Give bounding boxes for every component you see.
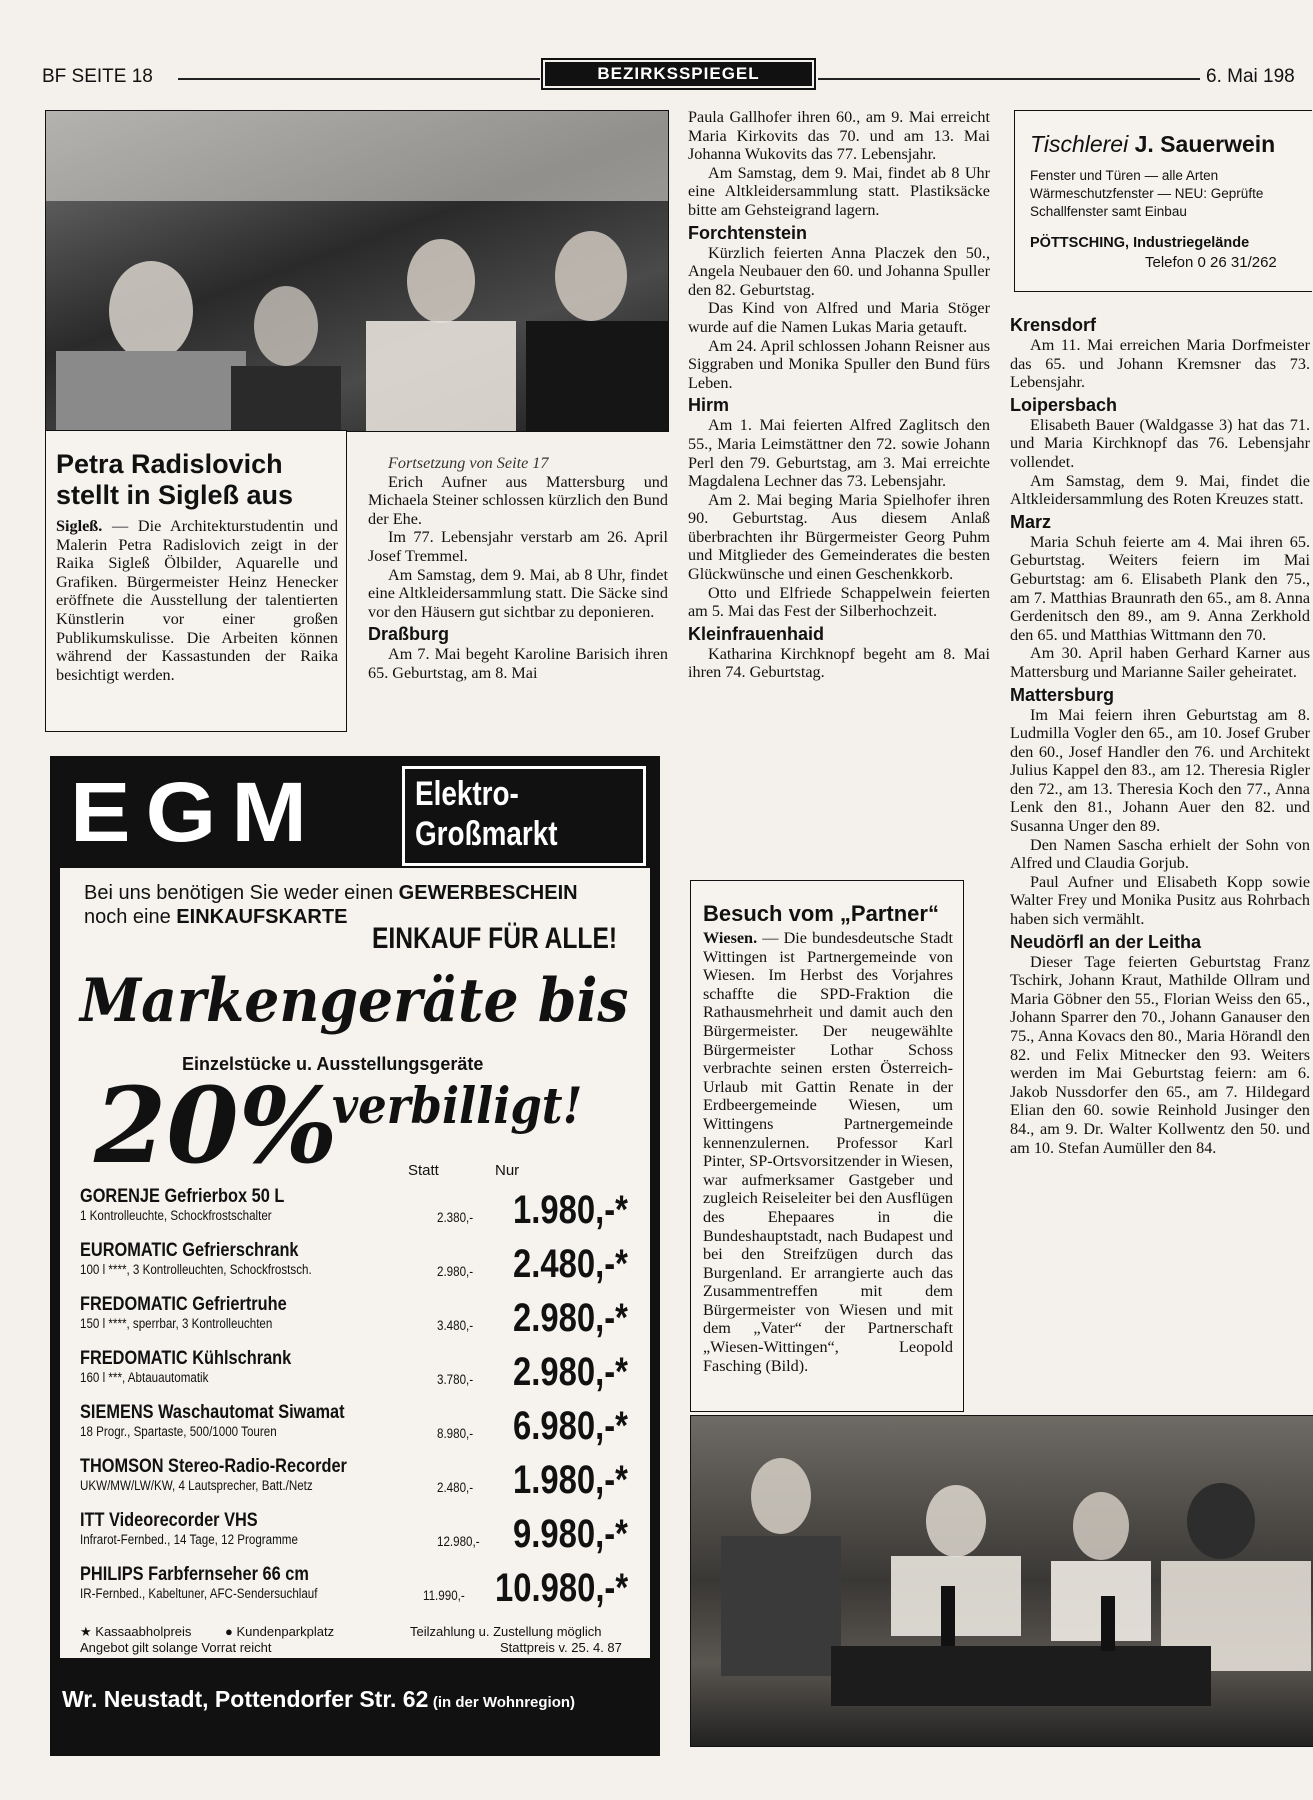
- heading-neudoerfl: Neudörfl an der Leitha: [1010, 931, 1202, 952]
- product-price-old: 11.990,-: [423, 1588, 465, 1603]
- product-desc: Infrarot-Fernbed., 14 Tage, 12 Programme: [80, 1532, 298, 1547]
- article-partner-body: [703, 929, 953, 1375]
- product-row: [80, 1456, 628, 1502]
- ad-egm-panel: [60, 868, 650, 1658]
- heading-mattersburg: Mattersburg: [1010, 684, 1115, 705]
- ad-tischlerei: [1014, 110, 1312, 292]
- heading-marz: Marz: [1010, 511, 1052, 532]
- ad-egm-foot-1a: Kassaabholpreis: [95, 1624, 192, 1639]
- section-title: BEZIRKSSPIEGEL: [545, 62, 812, 86]
- ad-egm-foot-1c: Teilzahlung u. Zustellung möglich: [410, 1624, 602, 1639]
- product-name: EUROMATIC Gefrierschrank: [80, 1240, 299, 1261]
- product-name: SIEMENS Waschautomat Siwamat: [80, 1402, 345, 1423]
- ad-egm-einkauf: EINKAUF FÜR ALLE!: [372, 922, 618, 955]
- ad-tischlerei-name-italic: Tischlerei: [1030, 131, 1129, 157]
- product-price-new: 2.980,-*: [513, 1296, 628, 1340]
- product-price-old: 3.780,-: [437, 1372, 474, 1387]
- news-item: Am 1. Mai feierten Alfred Zaglitsch den 55., Maria Leimstättner den 72. sowie Johann Perl den 79. Geburtstag, am 3. Mai erreichte Magdalena Lechner das 73. Lebensjahr.: [688, 416, 990, 491]
- news-item: Dieser Tage feierten Geburtstag Franz Tschirk, Johann Kraut, Mathilde Ollram und Maria Göbner den 55., Florian Weiss den 65., Johann Sparrer den 70., Johann Ganauser den 75., Anna Kovacs den 80., Maria Hörandl den 82. und Felix Mitnecker den 93. Weiters werden im Mai Geburtstag feiern: am 6. Jakob Nussdorfer den 65., am 7. Hildegard Elian den 60. sowie Reinhold Jusinger den 84., am 9. Dr. Walter Kollwentz den 50. und am 10. Stefan Aumüller den 84.: [1010, 952, 1310, 1157]
- article-partner: [690, 880, 964, 1412]
- ad-tischlerei-name: [1030, 131, 1275, 158]
- ad-egm-marken: Markengeräte bis: [80, 966, 629, 1036]
- article-radislovich-text: — Die Architekturstudentin und Malerin Petra Radislovich zeigt in der Raika Sigleß Ölbilder, Aquarelle und Grafiken. Bürgermeister Heinz Henecker eröffnete die Ausstellung der talentierten Künstlerin vor einer großen Publikumskulisse. Die Arbeiten können während der Kassastunden der Raika besichtigt werden.: [56, 517, 338, 684]
- product-desc: UKW/MW/LW/KW, 4 Lautsprecher, Batt./Netz: [80, 1478, 313, 1493]
- article-radislovich: [45, 430, 347, 732]
- news-item: Paula Gallhofer ihren 60., am 9. Mai erreicht Maria Kirkovits das 70. und am 13. Mai Johanna Wukovits das 77. Lebensjahr.: [688, 108, 990, 164]
- ad-egm-intro-1b: GEWERBESCHEIN: [398, 882, 578, 904]
- ad-egm-address-main: Wr. Neustadt, Pottendorfer Str. 62: [62, 1686, 429, 1712]
- continued-note: Fortsetzung von Seite 17: [388, 454, 549, 472]
- page-label: BF SEITE 18: [42, 66, 153, 87]
- ad-egm-col-nur: Nur: [495, 1162, 520, 1179]
- ad-egm-foot-2a: Angebot gilt solange Vorrat reicht: [80, 1640, 272, 1655]
- news-item: Elisabeth Bauer (Waldgasse 3) hat das 71. und Maria Kirchknopf das 76. Lebensjahr vollendet.: [1010, 415, 1310, 471]
- ad-egm-foot-2b: Stattpreis v. 25. 4. 87: [500, 1640, 622, 1655]
- column-right: [688, 108, 990, 682]
- product-name: FREDOMATIC Gefriertruhe: [80, 1294, 287, 1315]
- product-price-old: 2.480,-: [437, 1480, 474, 1495]
- product-desc: 160 l ***, Abtauautomatik: [80, 1370, 209, 1385]
- news-item: Am 30. April haben Gerhard Karner aus Mattersburg und Marianne Sailer geheiratet.: [1010, 644, 1310, 681]
- ad-egm-logo: EGM: [70, 765, 323, 859]
- product-price-new: 9.980,-*: [513, 1512, 628, 1556]
- ad-egm-intro-2a: noch eine: [84, 906, 177, 928]
- article-radislovich-title: Petra Radislovich stellt in Sigleß aus: [56, 449, 294, 510]
- news-item: Am 11. Mai erreichen Maria Dorfmeister das 65. und Johann Kremsner das 73. Lebensjahr.: [1010, 336, 1310, 392]
- news-item: Maria Schuh feierte am 4. Mai ihren 65. Geburtstag. Weiters feiern im Mai Geburtstag: am 6. Elisabeth Plank den 75., am 7. Matthias Braunrath den 65., am 8. Anna Gerdenitsch den 89., am 9. Anna Zerkhold den 65. und Matthias Wittmann den 70.: [1010, 532, 1310, 644]
- ad-egm-address: [62, 1686, 652, 1713]
- article-radislovich-dateline: Sigleß.: [56, 517, 103, 535]
- product-name: GORENJE Gefrierbox 50 L: [80, 1186, 285, 1207]
- photo-exhibition-silhouettes: [46, 111, 668, 431]
- product-price-old: 2.980,-: [437, 1264, 474, 1279]
- product-price-old: 3.480,-: [437, 1318, 474, 1333]
- ad-tischlerei-line1: Fenster und Türen — alle Arten Wärmeschutzfenster — NEU: Geprüfte Schallfenster samt Einbau: [1030, 168, 1264, 219]
- product-row: [80, 1294, 628, 1340]
- news-item: Kürzlich feierten Anna Placzek den 50., Angela Neubauer den 60. und Johanna Spuller den 82. Geburtstag.: [688, 243, 990, 299]
- product-price-old: 2.380,-: [437, 1210, 474, 1225]
- ad-egm-tag-box: [402, 766, 646, 866]
- news-item: Katharina Kirchknopf begeht am 8. Mai ihren 74. Geburtstag.: [688, 644, 990, 682]
- ad-egm-intro-2b: EINKAUFSKARTE: [176, 906, 348, 928]
- product-row: [80, 1186, 628, 1232]
- product-row: [80, 1510, 628, 1556]
- column-far-right: [1010, 312, 1310, 1157]
- ad-tischlerei-phone: Telefon 0 26 31/262: [1145, 254, 1277, 271]
- product-desc: 18 Progr., Spartaste, 500/1000 Touren: [80, 1424, 277, 1439]
- product-price-new: 2.480,-*: [513, 1242, 628, 1286]
- news-item: Am 2. Mai beging Maria Spielhofer ihren 90. Geburtstag. Aus diesem Anlaß überbrachten ihr Bürgermeister Georg Puhm und Mitglieder des Gemeinderates die besten Glückwünsche und einen Geschenkkorb.: [688, 490, 990, 584]
- heading-forchtenstein: Forchtenstein: [688, 222, 808, 243]
- ad-egm-percent: 20%: [94, 1064, 338, 1187]
- photo-exhibition: [45, 110, 669, 432]
- ad-egm-foot-2: [80, 1640, 640, 1655]
- article-partner-dateline: Wiesen.: [703, 929, 758, 947]
- ad-egm-intro-1: [84, 882, 578, 905]
- article-partner-text: — Die bundesdeutsche Stadt Wittingen ist Partnergemeinde von Wiesen. Im Herbst des Vorjahres schaffte die SPD-Fraktion die Rathausmehrheit und damit auch den Bürgermeister. Der neugewählte Bürgermeister Lothar Schoss verbrachte seinen ersten Österreich-Urlaub mit Gattin Renate in der Erdbeergemeinde Wiesen, um Wittingens Partnergemeinde kennenzulernen. Professor Karl Pinter, SP-Ortsvorsitzender in Wiesen, war aufmerksamer Gastgeber und zugleich Reiseleiter bei den Ausflügen des Ehepaares in die Bundeshauptstadt, nach Budapest und bei den Streifzügen durch das Burgenland. Er arrangierte auch das Zusammentreffen mit dem Bürgermeister von Wiesen und mit dem „Vater“ der Partnerschaft „Wiesen-Wittingen“, Leopold Fasching (Bild).: [703, 929, 953, 1375]
- section-badge: [541, 58, 816, 90]
- product-row: [80, 1402, 628, 1448]
- product-price-new: 6.980,-*: [513, 1404, 628, 1448]
- product-price-new: 10.980,-*: [495, 1566, 629, 1610]
- heading-drassburg: Draßburg: [368, 624, 449, 645]
- product-name: THOMSON Stereo-Radio-Recorder: [80, 1456, 347, 1477]
- product-row: [80, 1348, 628, 1394]
- news-item: Am Samstag, dem 9. Mai, ab 8 Uhr, findet eine Altkleidersammlung statt. Die Säcke sind vor den Häusern gut sichtbar zu deponieren.: [368, 565, 668, 621]
- header-rule-left: [178, 78, 540, 80]
- article-partner-title: Besuch vom „Partner“: [703, 901, 939, 926]
- product-price-new: 1.980,-*: [513, 1188, 628, 1232]
- ad-egm-tag-2: Großmarkt: [415, 815, 558, 853]
- news-item: Erich Aufner aus Mattersburg und Michaela Steiner schlossen kürzlich den Bund der Ehe.: [368, 472, 668, 528]
- ad-egm-intro-2: [84, 906, 347, 929]
- ad-egm-foot-1: [80, 1624, 640, 1640]
- heading-hirm: Hirm: [688, 395, 730, 416]
- news-item: Am 7. Mai begeht Karoline Barisich ihren 65. Geburtstag, am 8. Mai: [368, 645, 668, 682]
- product-price-new: 2.980,-*: [513, 1350, 628, 1394]
- news-item: Paul Aufner und Elisabeth Kopp sowie Walter Frey und Monika Pusitz aus Rohrbach haben sich vermählt.: [1010, 872, 1310, 929]
- product-desc: IR-Fernbed., Kabeltuner, AFC-Sendersuchlauf: [80, 1586, 318, 1601]
- ad-egm-col-statt: Statt: [408, 1162, 439, 1179]
- issue-date: 6. Mai 198: [1206, 66, 1295, 87]
- news-item: Otto und Elfriede Schappelwein feierten am 5. Mai das Fest der Silberhochzeit.: [688, 583, 990, 621]
- ad-egm-address-small: (in der Wohnregion): [432, 1694, 576, 1711]
- news-item: Im 77. Lebensjahr verstarb am 26. April Josef Tremmel.: [368, 528, 668, 565]
- news-item: Das Kind von Alfred und Maria Stöger wurde auf die Namen Lukas Maria getauft.: [688, 299, 990, 336]
- product-row: [80, 1564, 629, 1610]
- ad-egm-verbilligt: verbilligt!: [332, 1076, 583, 1135]
- product-name: FREDOMATIC Kühlschrank: [80, 1348, 292, 1369]
- news-item: Am Samstag, dem 9. Mai, findet ab 8 Uhr eine Altkleidersammlung statt. Plastiksäcke bitte am Gehsteigrand lagern.: [688, 163, 990, 219]
- ad-tischlerei-location: PÖTTSCHING, Industriegelände: [1030, 235, 1250, 251]
- ad-egm-einzel: Einzelstücke u. Ausstellungsgeräte: [182, 1054, 484, 1074]
- product-name: ITT Videorecorder VHS: [80, 1510, 258, 1531]
- ad-egm-foot-1b: Kundenparkplatz: [236, 1624, 335, 1639]
- bullet-icon: ●: [225, 1624, 233, 1639]
- ad-egm: [50, 756, 660, 1756]
- product-price-old: 8.980,-: [437, 1426, 474, 1441]
- heading-krensdorf: Krensdorf: [1010, 315, 1097, 335]
- heading-kleinfrauenhaid: Kleinfrauenhaid: [688, 623, 825, 644]
- product-desc: 1 Kontrolleuchte, Schockfrostschalter: [80, 1208, 272, 1223]
- news-item: Den Namen Sascha erhielt der Sohn von Alfred und Claudia Gorjub.: [1010, 835, 1310, 873]
- ad-egm-intro-1a: Bei uns benötigen Sie weder einen: [84, 882, 399, 904]
- product-name: PHILIPS Farbfernseher 66 cm: [80, 1564, 309, 1585]
- product-desc: 100 l ****, 3 Kontrolleuchten, Schockfrostsch.: [80, 1262, 312, 1277]
- star-icon: ★: [80, 1624, 92, 1639]
- product-price-new: 1.980,-*: [513, 1458, 628, 1502]
- photo-partner-visit: [690, 1415, 1313, 1747]
- news-item: Am Samstag, dem 9. Mai, findet die Altkleidersammlung des Roten Kreuzes statt.: [1010, 471, 1310, 509]
- product-row: [80, 1240, 628, 1286]
- header-rule-right: [818, 78, 1200, 80]
- ad-egm-tag-1: Elektro-: [415, 775, 519, 813]
- ad-tischlerei-name-bold: J. Sauerwein: [1134, 131, 1276, 157]
- photo-partner-silhouettes: [691, 1416, 1313, 1746]
- heading-loipersbach: Loipersbach: [1010, 394, 1118, 415]
- column-middle: [368, 454, 668, 683]
- product-desc: 150 l ****, sperrbar, 3 Kontrolleuchten: [80, 1316, 273, 1331]
- news-item: Am 24. April schlossen Johann Reisner aus Siggraben und Monika Spuller den Bund fürs Leben.: [688, 336, 990, 392]
- product-price-old: 12.980,-: [437, 1534, 480, 1549]
- article-radislovich-body: [56, 517, 338, 684]
- news-item: Im Mai feiern ihren Geburtstag am 8. Ludmilla Vogler den 65., am 10. Josef Gruber den 60., Josef Handler den 76. und Architekt Julius Kappel den 83., am 12. Theresia Rigler den 72., am 13. Theresia Koch den 77., Anna Lenk den 81., Johann Auer den 82. und Susanna Unger den 89.: [1010, 705, 1310, 836]
